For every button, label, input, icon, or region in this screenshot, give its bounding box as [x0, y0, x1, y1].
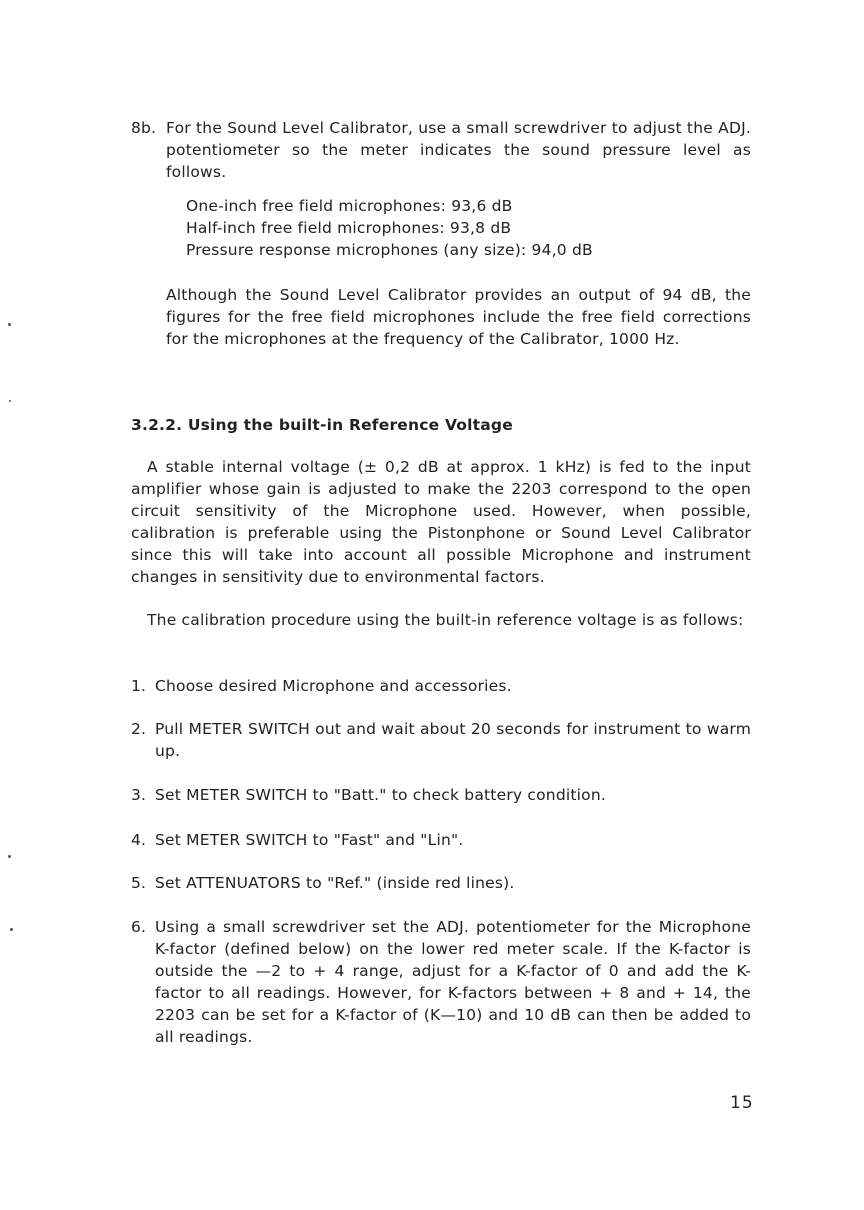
scan-speck — [8, 855, 11, 858]
step-2 — [131, 718, 751, 762]
step-text: Set METER SWITCH to "Fast" and "Lin". — [155, 831, 464, 849]
mic-level-half-inch: Half-inch free field microphones: 93,8 dB — [186, 219, 512, 237]
procedure-intro-text: The calibration procedure using the built-in reference voltage is as follows: — [147, 611, 744, 629]
step-6 — [131, 916, 751, 1048]
step-number: 1. — [131, 677, 147, 695]
step-text: Choose desired Microphone and accessories. — [155, 677, 512, 695]
step-number: 4. — [131, 831, 147, 849]
step-8b — [131, 117, 751, 183]
step-number: 3. — [131, 786, 147, 804]
mic-level-pressure: Pressure response microphones (any size): 94,0 dB — [186, 241, 593, 259]
step-number: 6. — [131, 918, 147, 936]
step-number: 5. — [131, 874, 147, 892]
step-8b-label: 8b. — [131, 119, 157, 137]
reference-voltage-paragraph — [131, 456, 751, 588]
step-text: Set METER SWITCH to "Batt." to check battery condition. — [155, 786, 606, 804]
scan-speck — [8, 323, 11, 326]
section-heading: 3.2.2. Using the built-in Reference Voltage — [131, 416, 513, 434]
step-number: 2. — [131, 720, 147, 738]
step-text: Pull METER SWITCH out and wait about 20 seconds for instrument to warm up. — [155, 720, 751, 760]
mic-level-list — [131, 195, 751, 261]
page-number: 15 — [730, 1093, 754, 1113]
step-text: Using a small screwdriver set the ADJ. potentiometer for the Microphone K-factor (defined below) on the lower red meter scale. If the K-factor is outside the —2 to + 4 range, adjust for a K-factor of 0 and add the K-factor to all readings. However, for K-factors between + 8 and + 14, the 2203 can be set for a K-factor of (K—10) and 10 dB can then be added to all readings. — [155, 918, 751, 1046]
calibrator-note-text: Although the Sound Level Calibrator provides an output of 94 dB, the figures for the free field microphones include the free field corrections for the microphones at the frequency of the Calibrator, 1000 Hz. — [166, 286, 751, 348]
step-8b-text: For the Sound Level Calibrator, use a small screwdriver to adjust the ADJ. potentiometer so the meter indicates the sound pressure level as follows. — [166, 119, 751, 181]
mic-level-one-inch: One-inch free field microphones: 93,6 dB — [186, 197, 513, 215]
calibrator-note — [131, 284, 751, 350]
step-3 — [131, 784, 751, 806]
step-1 — [131, 675, 751, 697]
procedure-intro-paragraph — [131, 609, 751, 631]
step-text: Set ATTENUATORS to "Ref." (inside red lines). — [155, 874, 515, 892]
step-5 — [131, 872, 751, 894]
scan-speck — [9, 400, 11, 402]
scan-speck — [10, 928, 13, 931]
reference-voltage-text: A stable internal voltage (± 0,2 dB at approx. 1 kHz) is fed to the input amplifier whose gain is adjusted to make the 2203 correspond to the open circuit sensitivity of the Microphone used. However, when possible, calibration is preferable using the Pistonphone or Sound Level Calibrator since this will take into account all possible Microphone and instrument changes in sensitivity due to environmental factors. — [131, 458, 751, 586]
step-4 — [131, 829, 751, 851]
